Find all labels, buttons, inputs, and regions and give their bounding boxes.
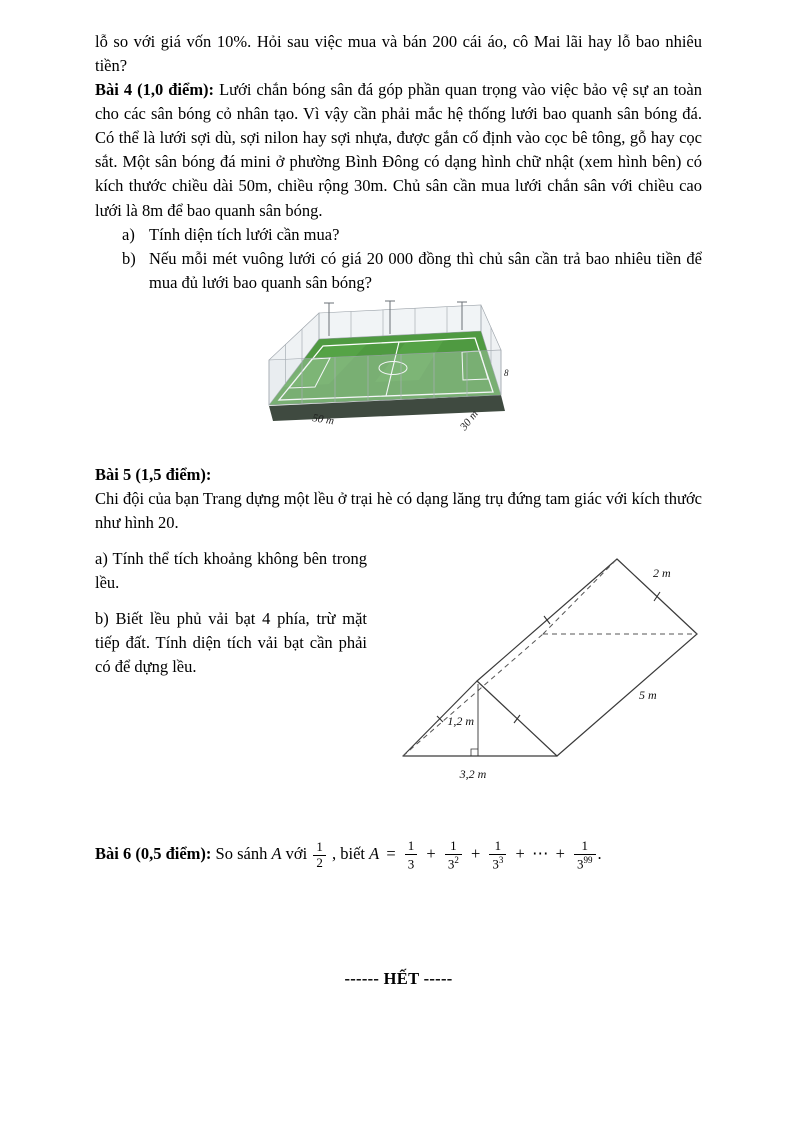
equals-sign: =	[386, 844, 396, 864]
bai4-body: Lưới chắn bóng sân đá góp phần quan trọng vào việc bảo vệ sự an toàn cho các sân bóng cỏ nhân tạo. Vì vậy cần phải mắc hệ thống lưới bao quanh sân bóng đá. Có thể là lưới sợi dù, sợi nilon hay sợi nhựa, được gắn cố định vào cọc bê tông, gỗ hay cọc sắt. Một sân bóng đá mini ở phường Bình Đông có dạng hình chữ nhật (xem hình bên) có kích thước chiều dài 50m, chiều rộng 30m. Chủ sân cần mua lưới chắn sân với chiều cao lưới là 8m để bao quanh sân bóng.	[95, 80, 703, 220]
fence-height-label: 8	[504, 367, 509, 378]
plus-sign: +	[555, 844, 565, 864]
cdots: ⋯	[531, 844, 549, 864]
end-dashes-left: ------	[344, 968, 380, 988]
variable-a: A	[369, 844, 380, 864]
end-dashes-right: -----	[423, 968, 453, 988]
field-length-label: 50 m	[311, 411, 335, 428]
end-title: HẾT	[383, 968, 420, 988]
football-field-figure	[257, 299, 517, 457]
text-run: với	[285, 844, 308, 864]
bai5-item-b: b) Biết lều phủ vải bạt 4 phía, trừ mặt tiếp đất. Tính diện tích vải bạt cần phải có để dựng lều.	[95, 609, 367, 677]
text-run: So sánh	[215, 844, 268, 864]
item-b-text: Nếu mỗi mét vuông lưới có giá 20 000 đồng thì chủ sân cần trả bao nhiêu tiền để mua đủ lưới bao quanh sân bóng?	[149, 248, 702, 292]
height-label: 1,2 m	[447, 714, 474, 729]
fence-panels	[269, 305, 501, 405]
fraction-term: $\frac{1}{3}$	[405, 839, 418, 871]
plus-sign: +	[470, 844, 481, 864]
bai5-label: Bài 5 (1,5 điểm):	[95, 464, 212, 484]
plus-sign: +	[426, 844, 436, 864]
field-width-label: 30 m	[457, 408, 481, 433]
fraction-one-half: $\frac{1}{2}$	[313, 840, 326, 870]
fraction-term: $\frac{1}{3^3}$	[489, 839, 506, 871]
fraction-term: $\frac{1}{3^{99}}$	[574, 839, 596, 871]
base-label: 3,2 m	[459, 767, 487, 782]
edge-tick-marks	[437, 592, 660, 723]
intro-paragraph: lỗ so với giá vốn 10%. Hỏi sau việc mua và bán 200 cái áo, cô Mai lãi hay lỗ bao nhiêu tiền?	[95, 32, 702, 76]
end-marker	[95, 967, 702, 991]
bai4-item-b	[122, 247, 702, 295]
bai4-label: Bài 4 (1,0 điểm):	[95, 80, 215, 100]
text-run: , biết	[331, 844, 365, 864]
item-a-marker: a)	[122, 224, 135, 244]
bai5-questions	[95, 547, 367, 679]
bai4-paragraph	[95, 78, 702, 222]
tent-prism-figure	[395, 547, 707, 792]
bai5-section	[95, 547, 702, 799]
football-field-drawing	[257, 299, 517, 457]
plus-sign: +	[515, 844, 525, 864]
tent-prism-drawing	[395, 547, 707, 792]
bai6-line	[95, 839, 702, 871]
bai5-intro: Chi đội của bạn Trang dựng một lều ở trại hè có dạng lăng trụ đứng tam giác với kích thước như hình 20.	[95, 488, 702, 533]
length-label: 5 m	[639, 688, 657, 703]
bai5-item-a: a) Tính thể tích khoảng không bên trong lều.	[95, 549, 367, 593]
bai6-label: Bài 6 (0,5 điểm):	[95, 844, 212, 864]
bai4-item-a	[122, 223, 702, 247]
slant-label: 2 m	[653, 566, 671, 581]
fraction-term: $\frac{1}{3^2}$	[445, 839, 462, 871]
right-angle-mark	[471, 749, 478, 756]
item-b-marker: b)	[122, 248, 136, 268]
variable-a: A	[271, 844, 282, 864]
period: .	[597, 844, 602, 864]
item-a-text: Tính diện tích lưới cần mua?	[149, 224, 340, 244]
